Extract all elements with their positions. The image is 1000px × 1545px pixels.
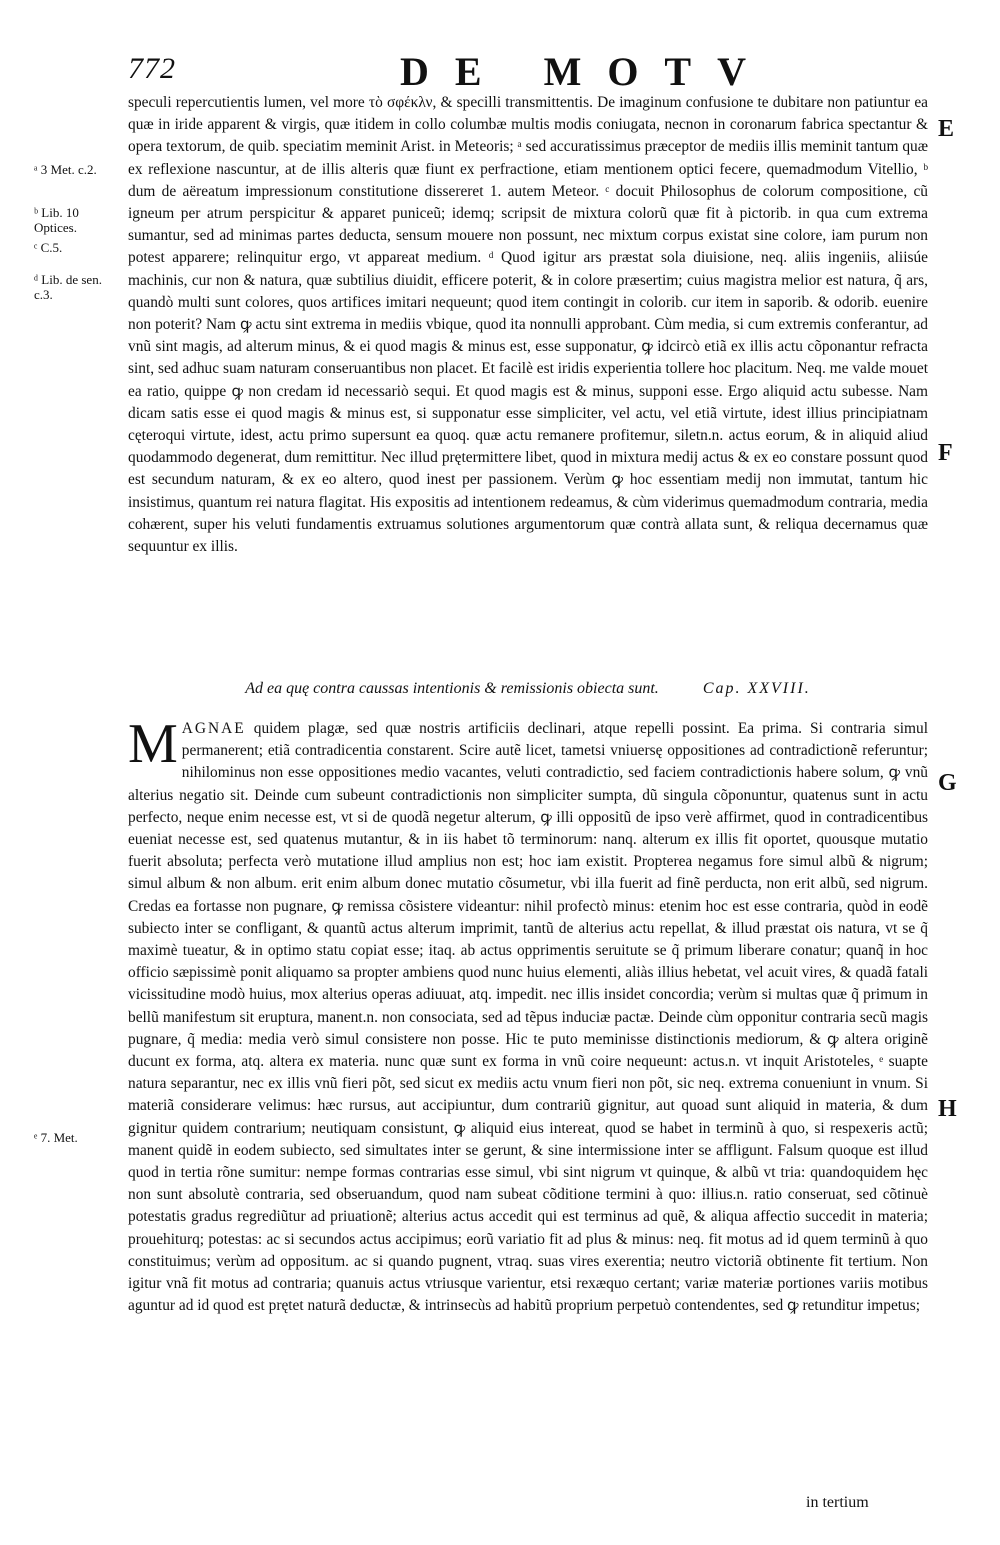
section-marker-g: G bbox=[938, 770, 957, 796]
margin-note-1: ᵃ 3 Met. c.2. bbox=[34, 162, 97, 177]
margin-note-2: ᵇ Lib. 10 Optices. bbox=[34, 205, 79, 235]
margin-note-4: ᵈ Lib. de sen. c.3. bbox=[34, 272, 102, 302]
chapter-heading bbox=[128, 680, 928, 698]
section-marker-f: F bbox=[938, 440, 953, 466]
margin-note-5: ᵉ 7. Met. bbox=[34, 1130, 78, 1145]
chapter-title: Ad ea quę contra caussas intentionis & remissionis obiecta sunt. bbox=[245, 680, 659, 697]
margin-note-3: ᶜ C.5. bbox=[34, 240, 63, 255]
opening-word: AGNAE bbox=[181, 720, 246, 737]
drop-capital: M bbox=[128, 713, 178, 775]
catchword: in tertium bbox=[806, 1494, 869, 1511]
section-marker-h: H bbox=[938, 1096, 957, 1122]
text-block-2 bbox=[128, 713, 928, 1317]
page-number: 772 bbox=[128, 52, 176, 85]
text-block-1 bbox=[128, 92, 928, 558]
chapter-number: Cap. XXVIII. bbox=[702, 680, 811, 697]
paragraph-2: quidem plagæ, sed quæ nostris artificiis declinari, atque repelli possint. Ea prima. Si contraria simul permanerent; etiã contradicentia constarent. Scire autẽ licet, tametsi vniuersę oppositiones ad contradictionẽ referuntur; nihilominus non esse oppositiones medio vacantes, veluti contradictio, sed faciem contradictionis habere solum, ꝙ vnũ alterius negatio sit. Deinde cum subeunt contradictionis non simpliciter sumpta, dũ singula cõponuntur, quatenus sunt in actu perfecto, neque enim necesse est, vt si de quodã negetur alterum, ꝙ illi oppositũ de ipso verè affirmet, quod in contradicentibus eueniat necesse est, sed quatenus mutantur, & in iis habet tõ terminorum: nanq. alterum ex illis fit oportet, quousque mutatio fuerit absoluta; perfecta verò mutatione illud amplius non est; hoc iam existit. Propterea negamus fore simul albũ & nigrum; simul album & non album. erit enim album donec mutatio cõsumetur, vbi illa fuerit ad finẽ perducta, non erit albũ, sed nigrum. Credas ea fortasse non pugnare, ꝙ remissa cõsistere videantur: nihil profectò minus: etenim hoc est esse contraria, quòd in eodẽ subiecto inter se confligant, & quantũ actus alterum imprimit, tantũ de alterius actu repellat, & illud præstat ois natura, vt se q̃ maximè tueatur, & in optimo statu copiat esse; itaq. ab actus opprimentis seruitute se q̃ primum liberare conatur; quanq̃ in hoc officio sæpissimè ponit aliquamo sa propter ambiens quod nunc huius elementi, aliàs illius hebetat, vel acuit vires, & quadã fatali vicissitudine modò huius, mox alterius operas adiuuat, atq. impedit. nec illis insidet concordia; verùm si multas quæ q̃ primum in bellũ manifestum sit eruptura, manent.n. non consociata, sed ad tẽpus induciæ pactæ. Deinde cùm opponitur contraria secũ magis pugnare, q̃ media: media verò simul consistere non posse. Hic te puto meminisse distinctionis mediorum, & ꝙ altera originẽ ducunt ex forma, atq. altera ex materia. nunc quæ sunt ex forma in vnũ coire nequeunt: actus.n. vt inquit Aristoteles, ᵉ suapte natura separantur, nec ex illis vnũ fieri põt, sed sicut ex mediis actu vnum fieri non põt, sic neq. extrema conueniunt in vnum. Si materiã considerare velimus: hæc rursus, aut accipiuntur, dum contrariũ gignitur, aut quoad sunt aliquid in materia, & dum gignitur quidem contrarium; neutiquam consistunt, ꝙ aliquid eius intereat, quod se habet in terminũ à quo, si respexeris actũ; manent quidẽ in eodem subiecto, sed simultates inter se gerunt, & sine intermissione inter se affligunt. Falsum quoque est illud quod in tertia rõne sumitur: nempe formas contrarias esse simul, vbi sint nigrum vt quinque, & albũ vt tria: quandoquidem hęc non sunt absolutè contraria, sed obseruandum, quod nam subeat cõditione termini à quo: illius.n. ratio conseruat, sed cõtinuè potestatis gradus regrediũtur ad priuationẽ; alterius actus accedit qui est terminus ad quẽ, & aliqua affectio succedit in materia; prouehiturq; potestas: ac si secundos actus accipimus; eorũ variatio fit ad plus & minus: neq. fit motus ad id quem terminũ à quo constituimus; verùm ad oppositum. ac si quando pugnent, vtraq. suas vires exerentia; neutro victoriã obtinente fit tertium. Non igitur vnã fit motus ad contraria; quanuis actus vtriusque varientur, etsi rexæquo certant; variæ materiæ portiones variis motibus aguntur ad id quod est prętet naturã deductæ, & intrinsecùs ad habitũ proprium perpetuò contendentes, sed ꝙ retunditur impetus; bbox=[128, 720, 928, 1315]
section-marker-e: E bbox=[938, 116, 955, 142]
running-head: DE MOTV bbox=[400, 49, 772, 94]
paragraph-1: speculi repercutientis lumen, vel more τὸ σφέκλν, & specilli transmittentis. De imaginum confusione te dubitare non patiuntur ea quæ in iride apparent & virgis, quæ itidem in collo columbæ multis modis coniugata, necnon in coronarum fabrica spectantur & opera textorum, de quib. speciatim meminit Arist. in Meteoris; ᵃ sed accuratissimus præceptor de mediis illis meminit tantum quæ ex reflexione nascuntur, at de illis alteris quæ fiunt ex perfractione, etiam mentionem optici fecere, quemadmodum Vitellio, ᵇ dum de aëreatum impressionum constitutione dissereret 1. autem Meteor. ᶜ docuit Philosophus de colorum compositione, cũ igneum per atrum perspicitur & apparet puniceũ; idemq; scripsit de mixtura colorũ quæ fit à pictorib. in qua cum extrema sumantur, sed ad minimas partes deducta, sensum mouere non possunt, nec mixtum corpus existat sine colore, iam purum non potest apparere; relinquitur ergo, vt appareat medium. ᵈ Quod igitur ars præstat sola diuisione, neq. aliis ingeniis, aliisúe machinis, cur non & natura, quæ subtilius diuidit, efficere poterit, & in colore præsertim; cuius magistra melior est natura, q̃ ars, quandò multi sunt colores, quos artifices imitari nequeunt; quod item contingit in colorib. cur item in saporib. & odorib. euenire non poterit? Nam ꝙ actu sint extrema in mediis vbique, quod ita nonnulli approbant. Cùm media, si cum extremis conferantur, ad vnũ sint magis, ad alterum minus, & ei quod magis & minus est, esse supponatur, ꝙ idcircò etiã ex illis actu cõponantur refracta sint, sed adhuc suam naturam conseruantibus non placet. Et facilè est iridis experientia tollere hoc placitum. Neq. me valde mouet ea ratio, quippe ꝙ non credam id necessariò sequi. Et quod magis est & minus, supponi esse. Ergo aliquid actu subesse. Nam dicam satis esse ei quod magis & minus est, si supponatur esse simpliciter, vel actu, vel etiã virtute, idest illius principiatnam cęteroqui virtute, idest, actu primo supersunt ea quoq. quæ actu remanere profitemur, siletn.n. actus eorum, & in aliquid aliud quodammodo degenerat, dum remittitur. Nec illud prętermittere libet, quod in mixtura medij actus & ex eo constare possunt quod est secundum naturam, & ex eo altero, quod inest per passionem. Verùm ꝙ hoc essentiam medij non immutat, tantum hic insistimus, quantum rei natura flagitat. His expositis ad intentionem redeamus, & cùm viderimus quemadmodum contraria, media cohærent, super his veluti fundamentis extruamus solutiones argumentorum quæ contrà allata sunt, & reliqua decernamus quæ sequuntur ex illis. bbox=[128, 94, 928, 556]
